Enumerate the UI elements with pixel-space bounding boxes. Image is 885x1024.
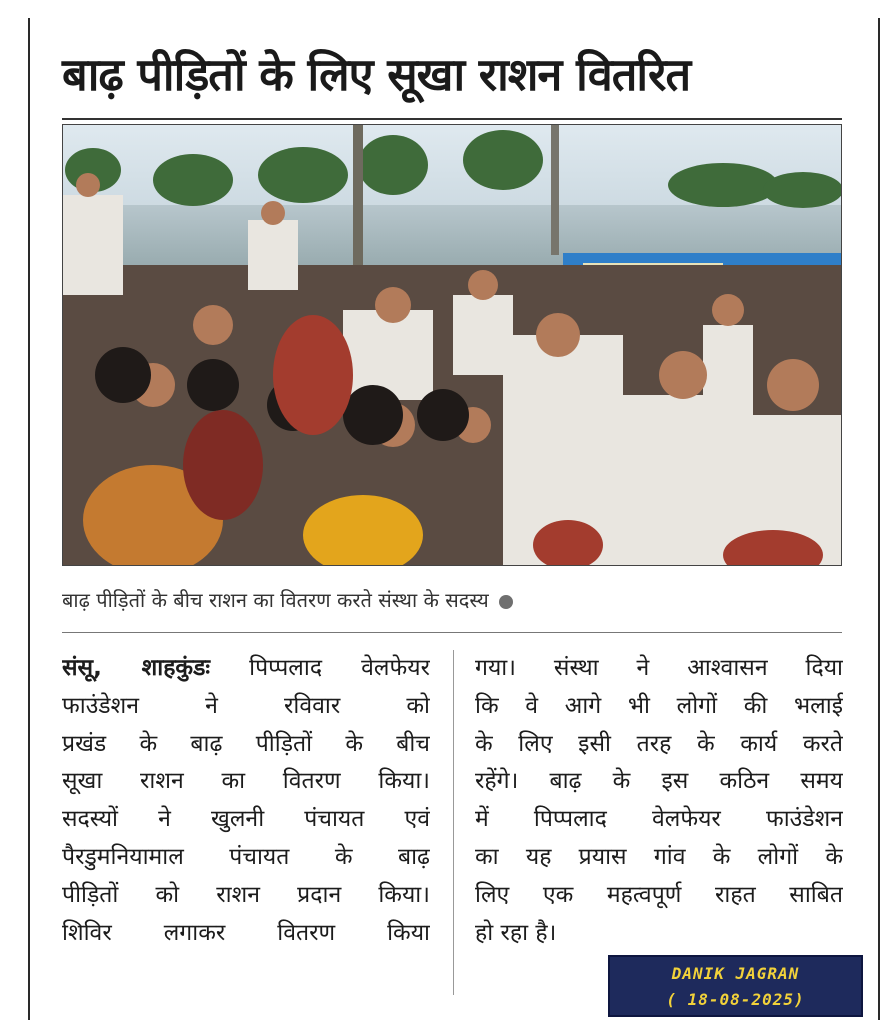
dateline: संसू, शाहकुंडः xyxy=(62,655,211,681)
article-line: गया। संस्था ने आश्वासन दिया xyxy=(475,655,843,681)
source-date: ( 18-08-2025) xyxy=(666,990,805,1009)
article-line: सदस्यों ने खुलनी पंचायत एवं xyxy=(62,806,430,833)
article-line: रहेंगे। बाढ़ के इस कठिन समय xyxy=(475,768,843,795)
news-photo xyxy=(62,124,842,566)
article-line: कि वे आगे भी लोगों की भलाई xyxy=(475,692,843,719)
column-separator xyxy=(453,650,454,995)
article-line: शिविर लगाकर वितरण किया xyxy=(62,919,430,946)
source-stamp xyxy=(608,955,863,1017)
article-column-left xyxy=(62,650,430,952)
photo-caption xyxy=(62,580,842,620)
article-line-text: पिप्पलाद वेलफेयर xyxy=(249,655,430,681)
article-line: सूखा राशन का वितरण किया। xyxy=(62,768,430,795)
article-line: में पिप्पलाद वेलफेयर फाउंडेशन xyxy=(475,806,843,833)
article-line: पीड़ितों को राशन प्रदान किया। xyxy=(62,881,430,908)
article-line: प्रखंड के बाढ़ पीड़ितों के बीच xyxy=(62,730,430,757)
article-line xyxy=(62,650,430,688)
article-line: हो रहा है। xyxy=(475,919,557,946)
article-line: फाउंडेशन ने रविवार को xyxy=(62,692,430,719)
caption-bullet-icon xyxy=(499,595,513,609)
article-line: लिए एक महत्वपूर्ण राहत साबित xyxy=(475,881,843,908)
caption-rule xyxy=(62,632,842,633)
article-line: के लिए इसी तरह के कार्य करते xyxy=(475,730,843,757)
source-name: DANIK JAGRAN xyxy=(671,964,800,983)
article-line: का यह प्रयास गांव के लोगों के xyxy=(475,843,843,870)
article-line: पैरडुमनियामाल पंचायत के बाढ़ xyxy=(62,843,430,870)
headline-rule xyxy=(62,118,842,120)
headline: बाढ़ पीड़ितों के लिए सूखा राशन वितरित xyxy=(62,48,691,101)
caption-text: बाढ़ पीड़ितों के बीच राशन का वितरण करते संस्था के सदस्य xyxy=(62,588,489,612)
article-column-right xyxy=(475,650,843,952)
